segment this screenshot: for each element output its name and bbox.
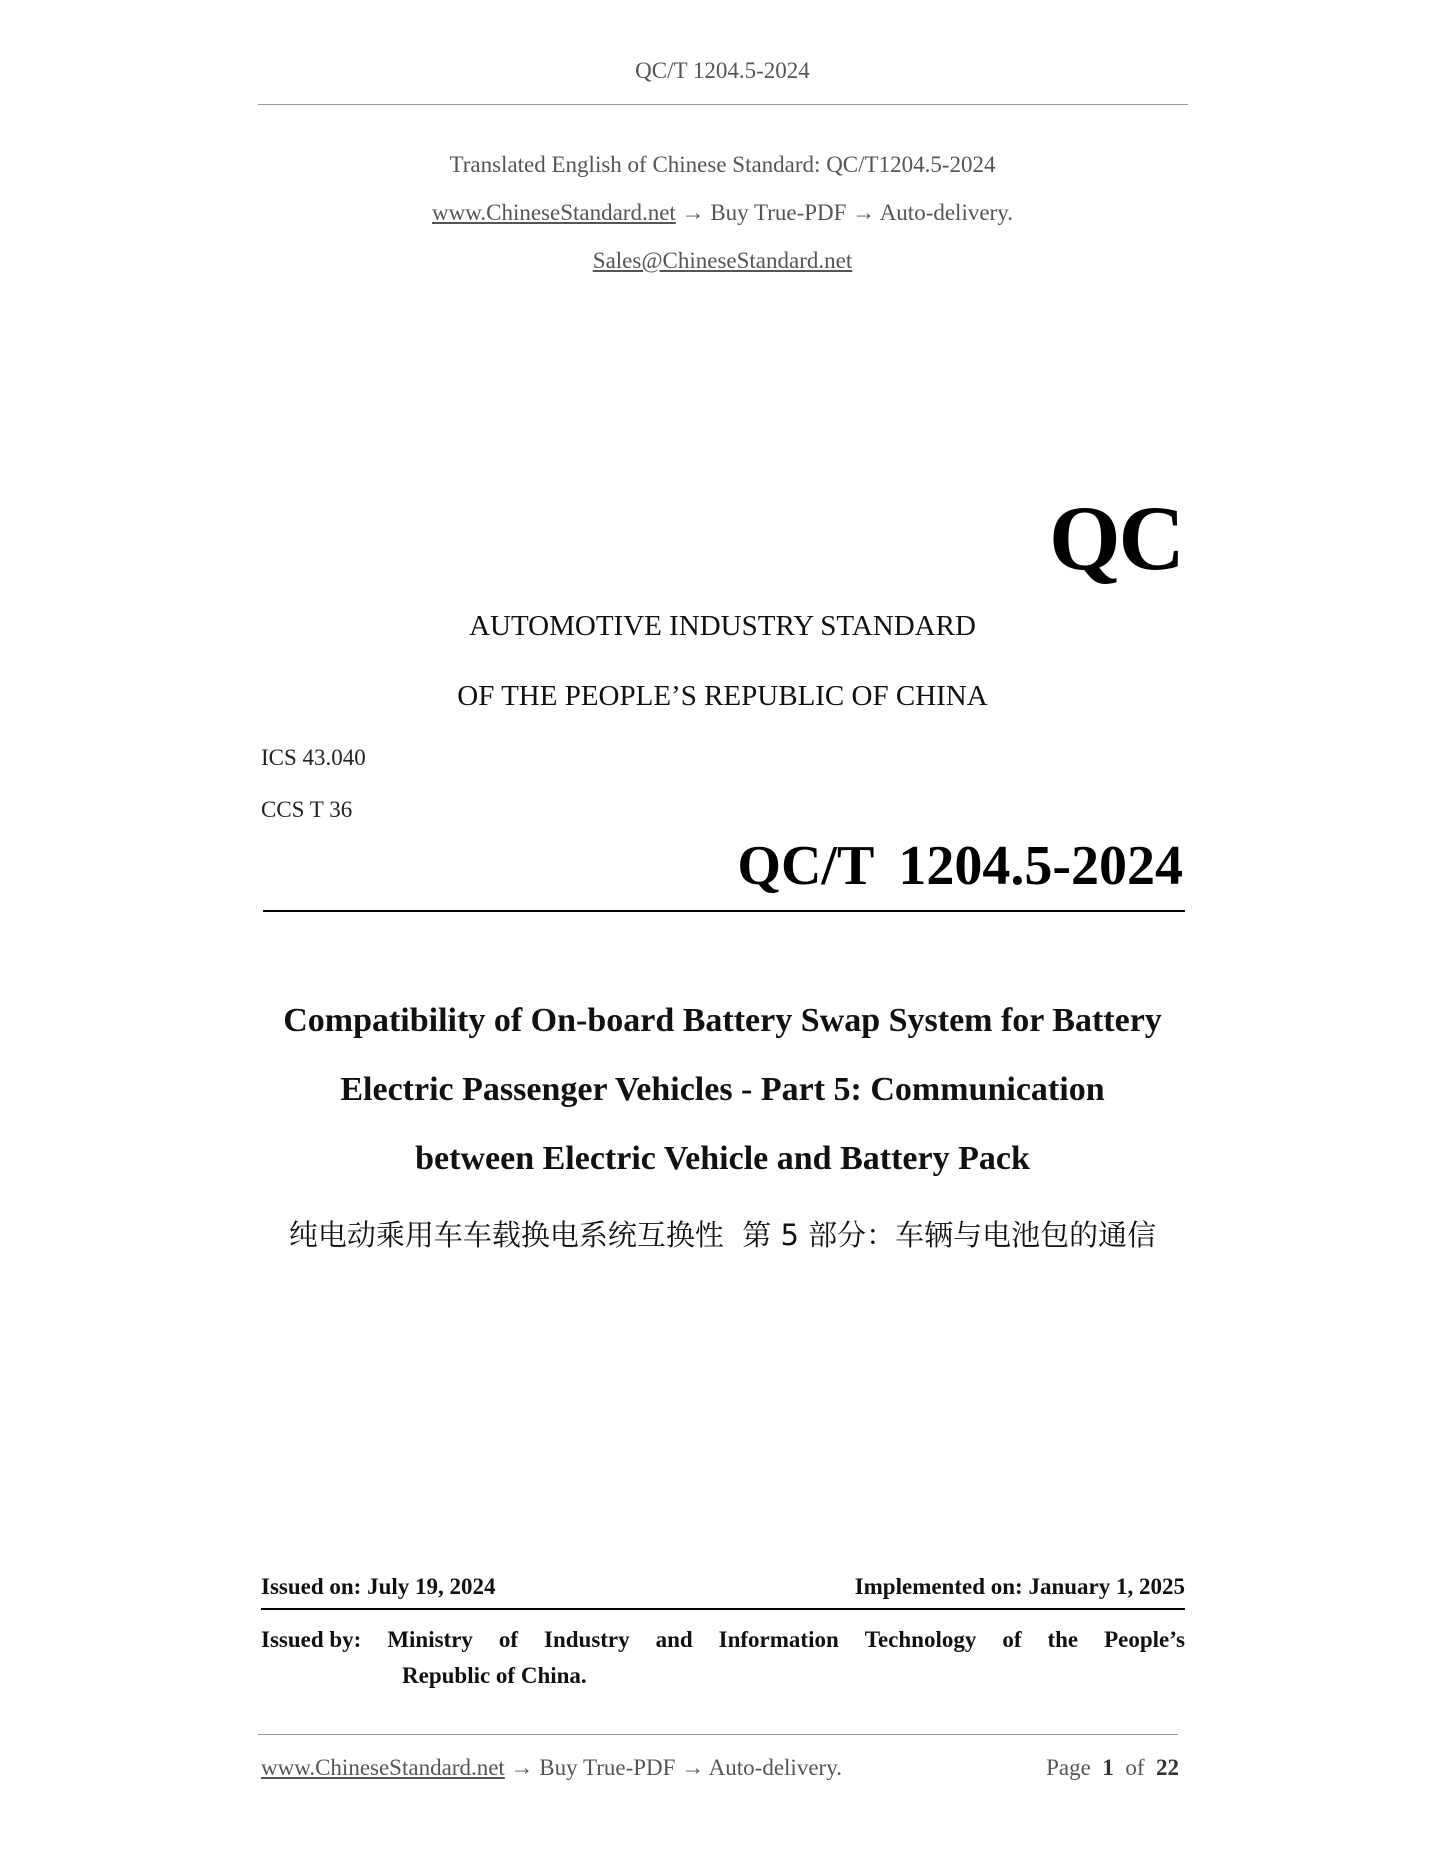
- ics-code: ICS 43.040: [261, 745, 366, 770]
- page-current: 1: [1102, 1755, 1114, 1780]
- issuer-word: Ministry: [387, 1627, 473, 1652]
- of-label: of: [1125, 1755, 1145, 1780]
- issuer-word: People’s: [1104, 1627, 1185, 1652]
- title-en-line2: Electric Passenger Vehicles - Part 5: Communication: [340, 1071, 1105, 1108]
- standard-name-line1: AUTOMOTIVE INDUSTRY STANDARD: [469, 610, 976, 642]
- page-indicator: [1046, 1755, 1179, 1781]
- standard-number: [737, 835, 1183, 897]
- issue-divider: [261, 1608, 1185, 1610]
- issuer-word: of: [498, 1627, 519, 1652]
- issued-by-line1: [261, 1622, 1185, 1658]
- issued-by-label: Issued by:: [261, 1627, 362, 1652]
- email-link[interactable]: Sales@ChineseStandard.net: [592, 248, 853, 273]
- running-header-title: QC/T 1204.5-2024: [635, 58, 810, 83]
- implemented-on-date: Implemented on: January 1, 2025: [854, 1574, 1185, 1599]
- promo-translation-line: Translated English of Chinese Standard: QC/T1204.5-2024: [449, 152, 996, 177]
- issuer-word: the: [1047, 1627, 1079, 1652]
- arrow-right-icon: →: [510, 1755, 534, 1780]
- footer-buy-text: Buy True-PDF: [539, 1755, 676, 1780]
- header-divider: [258, 104, 1188, 105]
- footer-promo: [261, 1755, 842, 1781]
- issuer-word: and: [655, 1627, 693, 1652]
- site-link[interactable]: www.ChineseStandard.net: [432, 200, 676, 225]
- standard-number-prefix: QC/T: [737, 835, 875, 897]
- title-cn: 纯电动乘用车车载换电系统互换性 第 5 部分：车辆与电池包的通信: [288, 1218, 1157, 1252]
- buy-text: Buy True-PDF: [710, 200, 847, 225]
- issuer-word: of: [1002, 1627, 1022, 1652]
- issuer-word: Information: [718, 1627, 839, 1652]
- issued-by-line2: Republic of China.: [402, 1663, 587, 1688]
- title-divider: [263, 910, 1185, 912]
- title-en-line1: Compatibility of On-board Battery Swap System for Battery: [283, 1002, 1162, 1039]
- page-label: Page: [1046, 1755, 1091, 1780]
- footer-site-link[interactable]: www.ChineseStandard.net: [261, 1755, 505, 1780]
- standard-number-value: 1204.5-2024: [898, 835, 1183, 897]
- page-total: 22: [1156, 1755, 1179, 1780]
- issued-by-block: [261, 1622, 1185, 1694]
- footer-delivery-text: Auto-delivery.: [708, 1755, 842, 1780]
- arrow-right-icon: →: [852, 200, 876, 225]
- ccs-code: CCS T 36: [261, 797, 353, 822]
- promo-email-line: [0, 248, 1445, 274]
- issuer-word: Industry: [544, 1627, 630, 1652]
- issuer-word: Technology: [864, 1627, 977, 1652]
- qc-mark-logo: QC: [1049, 487, 1183, 589]
- arrow-right-icon: →: [681, 1755, 705, 1780]
- issue-dates-row: [261, 1574, 1185, 1600]
- promo-buy-line: [0, 200, 1445, 226]
- standard-name-line2: OF THE PEOPLE’S REPUBLIC OF CHINA: [457, 680, 988, 712]
- title-en-line3: between Electric Vehicle and Battery Pack: [415, 1140, 1030, 1177]
- footer-divider: [258, 1734, 1178, 1735]
- arrow-right-icon: →: [681, 200, 705, 225]
- delivery-text: Auto-delivery.: [879, 200, 1013, 225]
- issued-on-date: Issued on: July 19, 2024: [261, 1574, 496, 1599]
